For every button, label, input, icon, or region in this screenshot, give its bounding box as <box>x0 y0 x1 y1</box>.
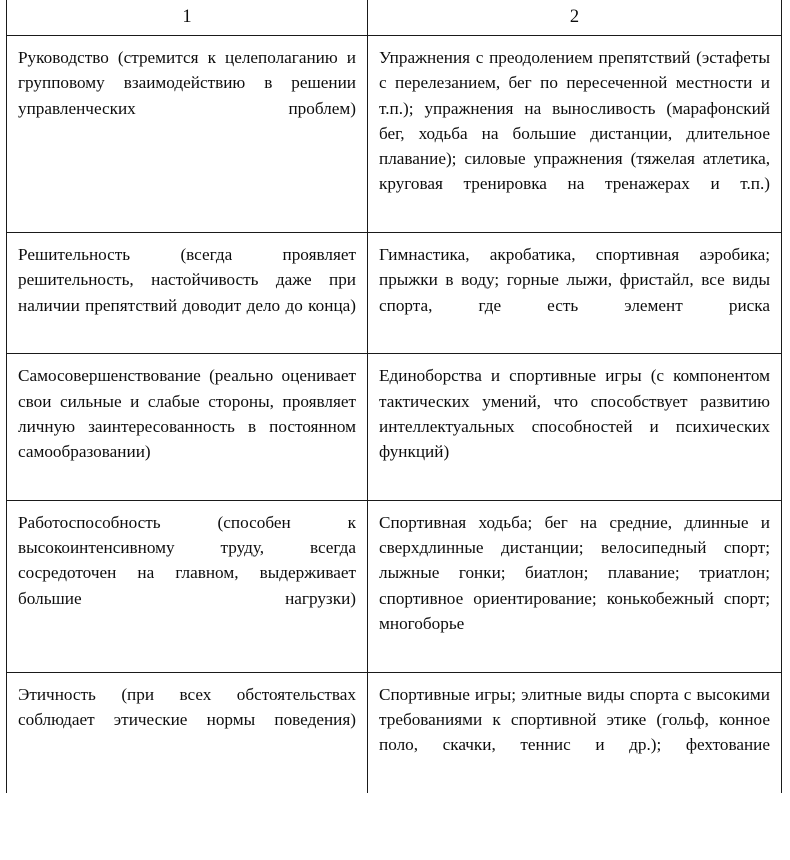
quality-text: Работоспособность (способен к высокоинтенсивному труду, всегда сосредоточен на главном, выдерживает большие нагрузки) <box>18 512 356 608</box>
column-header-1: 1 <box>7 0 368 36</box>
quality-text: Этичность (при всех обстоятельствах соблюдает этические нормы поведения) <box>18 684 356 729</box>
quality-cell <box>7 500 368 672</box>
exercises-cell <box>368 233 782 354</box>
quality-cell <box>7 354 368 500</box>
table-body <box>7 36 782 793</box>
qualities-exercises-table <box>6 0 782 793</box>
table-header-row <box>7 0 782 36</box>
table-row <box>7 500 782 672</box>
exercises-cell <box>368 672 782 793</box>
quality-cell <box>7 672 368 793</box>
table-row <box>7 354 782 500</box>
exercises-text: Упражнения с преодолением препятствий (эстафеты с перелезанием, бег по пересеченной местности и т.п.); упражнения на выносливость (марафонский бег, ходьба на большие дистанции, длительное плавание); силовые упражнения (тяжелая атлетика, круговая тренировка на тренажерах и т.п.) <box>379 48 770 194</box>
exercises-cell <box>368 36 782 233</box>
exercises-text: Спортивная ходьба; бег на средние, длинные и сверхдлинные дистанции; велосипедный спорт; лыжные гонки; биатлон; плавание; триатлон; спортивное ориентирование; конькобежный спорт; многоборье <box>379 512 770 633</box>
quality-text: Решительность (всегда проявляет решительность, настойчивость даже при наличии препятствий доводит дело до конца) <box>18 245 356 315</box>
quality-cell <box>7 233 368 354</box>
table-header <box>7 0 782 36</box>
exercises-cell <box>368 500 782 672</box>
table-row <box>7 672 782 793</box>
exercises-cell <box>368 354 782 500</box>
exercises-text: Гимнастика, акробатика, спортивная аэробика; прыжки в воду; горные лыжи, фристайл, все виды спорта, где есть элемент риска <box>379 245 770 315</box>
table-row <box>7 233 782 354</box>
column-header-2: 2 <box>368 0 782 36</box>
exercises-text: Единоборства и спортивные игры (с компонентом тактических умений, что способствует развитию интеллектуальных способностей и психических функций) <box>379 366 770 462</box>
quality-text: Руководство (стремится к целеполаганию и групповому взаимодействию в решении управленческих проблем) <box>18 48 356 118</box>
exercises-text: Спортивные игры; элитные виды спорта с высокими требованиями к спортивной этике (гольф, конное поло, скачки, теннис и др.); фехтование <box>379 684 770 755</box>
table-row <box>7 36 782 233</box>
quality-text: Самосовершенствование (реально оценивает свои сильные и слабые стороны, проявляет личную заинтересованность в постоянном самообразовании) <box>18 366 356 462</box>
quality-cell <box>7 36 368 233</box>
